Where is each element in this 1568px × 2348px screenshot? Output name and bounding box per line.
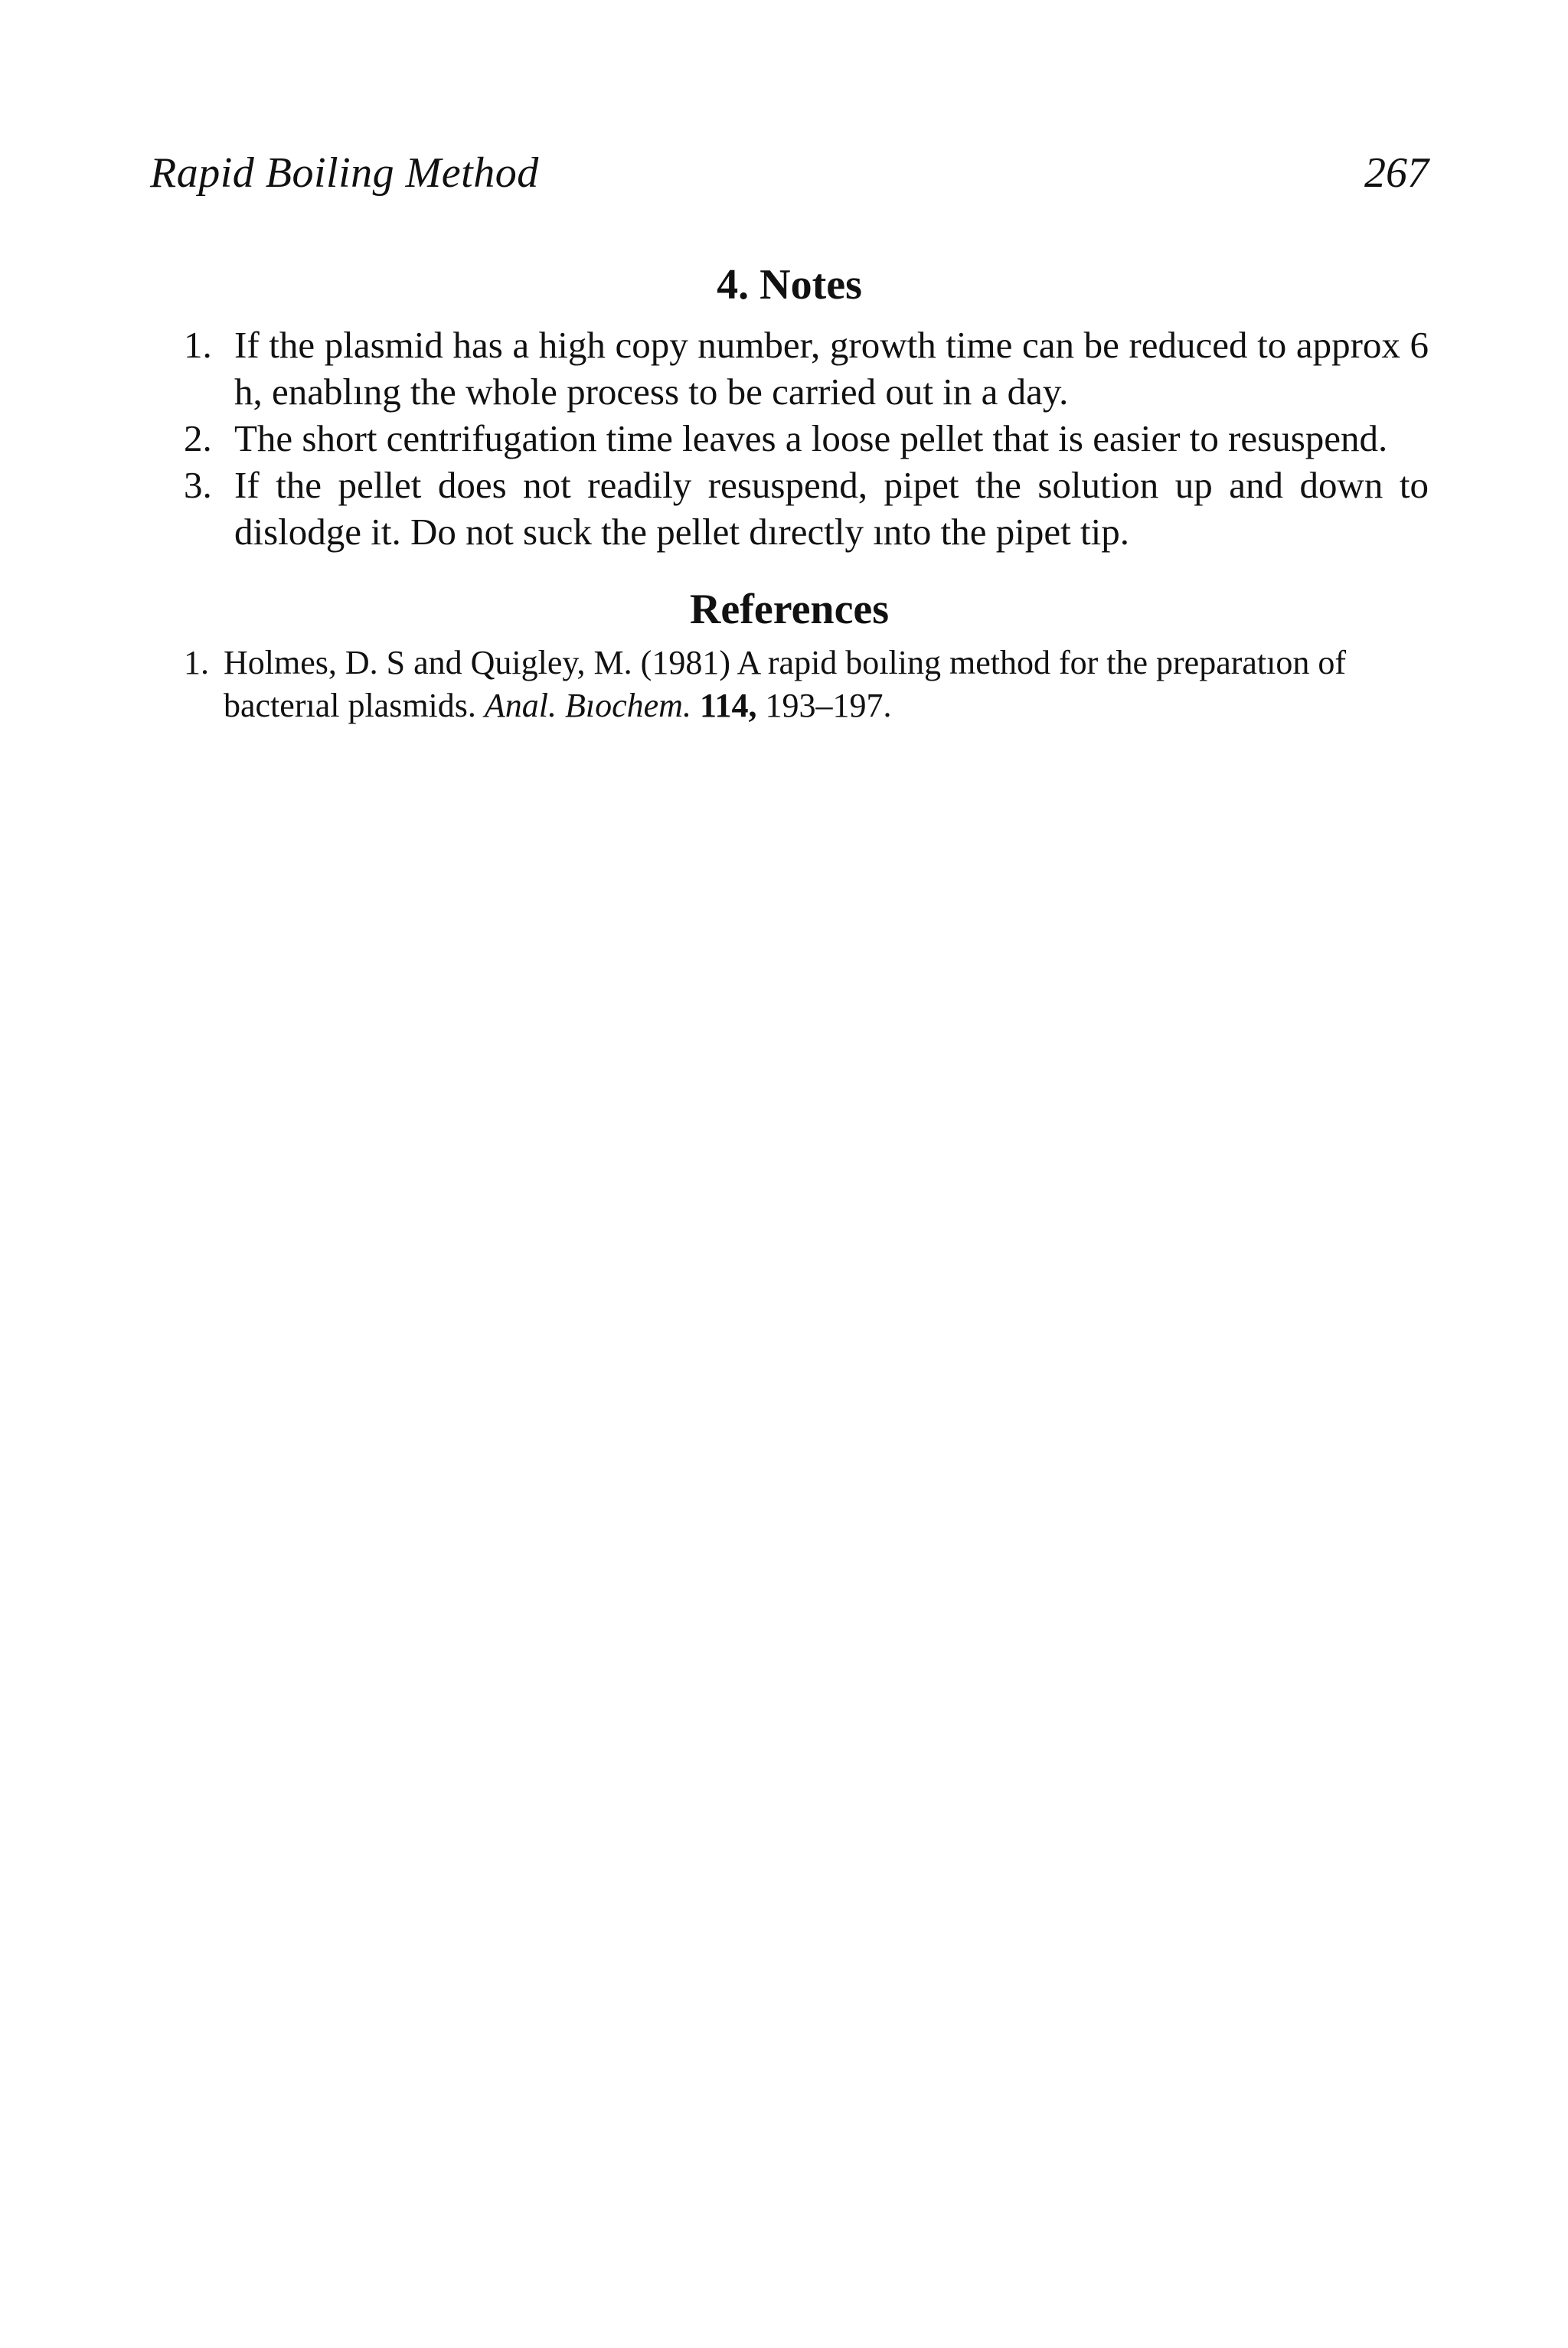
references-heading: References	[689, 586, 890, 633]
reference-journal: Anal. Bıochem.	[484, 687, 691, 724]
reference-volume: 114,	[699, 687, 757, 724]
running-head	[150, 142, 1429, 204]
note-text: If the pellet does not readily resuspend, pipet the solution up and down to dislodge it. Do not suck the pellet dırectly ınto the pipet tip.	[234, 464, 1429, 553]
reference-item	[184, 642, 1429, 727]
note-item	[184, 322, 1429, 415]
references-list	[184, 642, 1429, 727]
note-item	[184, 462, 1429, 555]
page-number: 267	[1364, 149, 1429, 197]
note-text: If the plasmid has a high copy number, growth time can be reduced to approx 6 h, enablıng the whole process to be carried out in a day.	[234, 324, 1429, 413]
notes-heading: 4. Notes	[717, 261, 862, 309]
note-text: The short centrifugation time leaves a loose pellet that is easier to resuspend.	[234, 417, 1388, 459]
note-number: 2.	[184, 417, 212, 459]
reference-number: 1.	[184, 644, 209, 681]
note-number: 3.	[184, 464, 212, 506]
running-title: Rapid Boiling Method	[150, 149, 539, 197]
note-number: 1.	[184, 324, 212, 366]
reference-authors-title: Holmes, D. S and Quigley, M. (1981) A rapid boıling method for the preparatıon of bacterıal plasmids.	[224, 644, 1347, 724]
notes-list	[184, 322, 1429, 555]
note-item	[184, 415, 1429, 462]
reference-pages: 193–197.	[756, 687, 892, 724]
